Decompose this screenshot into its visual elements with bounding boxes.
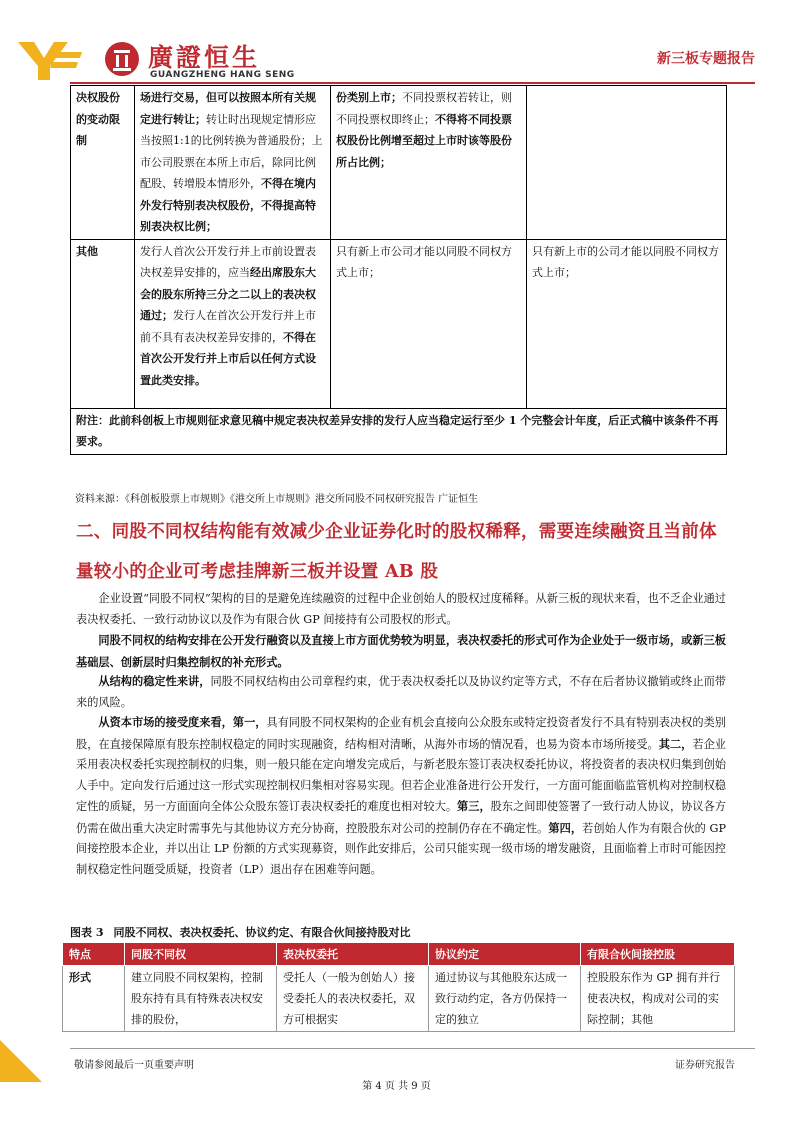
figure-label: 图表 3 xyxy=(70,926,104,939)
header-divider xyxy=(70,82,755,84)
footer-divider xyxy=(70,1048,755,1049)
brand-name-en: GUANGZHENG HANG SENG xyxy=(150,70,295,80)
report-type: 新三板专题报告 xyxy=(657,51,755,67)
table-cell: 建立同股不同权架构，控制股东持有具有特殊表决权安排的股份， xyxy=(125,966,277,1032)
table-row xyxy=(71,86,727,240)
column-header: 表决权委托 xyxy=(277,943,429,966)
table-cell: 发行人首次公开发行并上市前设置表决权差异安排的，应当经出席股东大会的股东所持三分之二以上的表决权通过；发行人在首次公开发行并上市前不具有表决权差异安排的，不得在首次公开发行并上市后以任何方式设置此类安排。 xyxy=(135,239,331,408)
table-cell: 受托人（一般为创始人）接受委托人的表决权委托，双方可根据实 xyxy=(277,966,429,1032)
table-cell: 通过协议与其他股东达成一致行动约定，各方仍保持一定的独立 xyxy=(429,966,581,1032)
table-note: 附注：此前科创板上市规则征求意见稿中规定表决权差异安排的发行人应当稳定运行至少 1 个完整会计年度，后正式稿中该条件不再要求。 xyxy=(71,408,727,454)
column-header: 协议约定 xyxy=(429,943,581,966)
footer-report-label: 证券研究报告 xyxy=(675,1060,735,1071)
footer-corner-triangle-icon xyxy=(0,1040,42,1082)
hang-seng-badge-icon xyxy=(104,40,140,78)
data-source: 资料来源：《科创板股票上市规则》《港交所上市规则》港交所同股不同权研究报告 广证恒生 xyxy=(75,494,479,505)
row-label: 形式 xyxy=(63,966,125,1032)
table-cell: 控股股东作为 GP 拥有并行使表决权，构成对公司的实际控制；其他 xyxy=(581,966,735,1032)
guangzheng-y-logo-icon xyxy=(18,38,82,82)
table-cell: 只有新上市的公司才能以同股不同权方式上市； xyxy=(527,239,727,408)
paragraph: 同股不同权的结构安排在公开发行融资以及直接上市方面优势较为明显，表决权委托的形式可作为企业处于一级市场，或新三板基础层、创新层时归集控制权的补充形式。 xyxy=(76,633,726,669)
table-cell: 只有新上市公司才能以同股不同权方式上市； xyxy=(331,239,527,408)
column-header: 特点 xyxy=(63,943,125,966)
row-label: 其他 xyxy=(71,239,135,408)
paragraph: 企业设置“同股不同权”架构的目的是避免连续融资的过程中企业创始人的股权过度稀释。从新三板的现状来看，也不乏企业通过表决权委托、一致行动协议以及作为有限合伙 GP 间接持有公司股权的形式。 xyxy=(76,592,726,626)
disclaimer-notice: 敬请参阅最后一页重要声明 xyxy=(74,1060,194,1071)
table-cell: 份类别上市；不同投票权若转让，则不同投票权即终止；不得将不同投票权股份比例增至超过上市时该等股份所占比例； xyxy=(331,86,527,240)
table-note-row xyxy=(71,408,727,454)
control-methods-comparison-table xyxy=(62,942,735,1032)
brand-name-cn: 廣證恒生 xyxy=(148,43,261,72)
listing-rules-comparison-table xyxy=(70,85,727,455)
table-row xyxy=(63,966,735,1032)
paragraph: 从资本市场的接受度来看，第一，具有同股不同权架构的企业有机会直接向公众股东或特定投资者发行不具有特别表决权的类别股，在直接保障原有股东控制权稳定的同时实现融资，结构相对清晰，从海外市场的情况看，也易为资本市场所接受。其二，若企业采用表决权委托实现控制权的归集，则一般只能在定向增发完成后，与新老股东签订表决权委托协议，将投资者的表决权归集到创始人手中。定向发行后通过这一形式实现控制权归集相对容易实现。但若企业准备进行公开发行，一方面可能面临监管机构对控制权稳定性的质疑，另一方面面向全体公众股东签订表决权委托的难度也相对较大。第三，股东之间即使签署了一致行动人协议，协议各方仍需在做出重大决定时需事先与其他协议方充分协商，控股股东对公司的控制仍存在不确定性。第四，若创始人作为有限合伙的 GP 间接控股本企业，并以出让 LP 份额的方式实现募资，则作此安排后，公司只能实现一级市场的增发融资，且面临着上市时可能因控制权稳定性问题受质疑，投资者（LP）退出存在困难等问题。 xyxy=(76,715,726,876)
paragraph: 从结构的稳定性来讲，同股不同权结构由公司章程约束，优于表决权委托以及协议约定等方式，不存在后者协议撤销或终止而带来的风险。 xyxy=(76,674,726,709)
table-cell xyxy=(527,86,727,240)
row-label: 决权股份的变动限制 xyxy=(71,86,135,240)
section-title: 二、同股不同权结构能有效减少企业证券化时的股权稀释，需要连续融资且当前体量较小的企业可考虑挂牌新三板并设置 AB 股 xyxy=(76,522,717,582)
column-header: 同股不同权 xyxy=(125,943,277,966)
table-cell: 场进行交易，但可以按照本所有关规定进行转让；转让时出现规定情形应当按照1:1的比例转换为普通股份；上市公司股票在本所上市后，除同比例配股、转增股本情形外，不得在境内外发行特别表决权股份，不得提高特别表决权比例； xyxy=(135,86,331,240)
page-number: 第 4 页 共 9 页 xyxy=(362,1081,431,1092)
figure-caption xyxy=(70,924,410,940)
table-row xyxy=(71,239,727,408)
table-header-row xyxy=(63,943,735,966)
column-header: 有限合伙间接控股 xyxy=(581,943,735,966)
figure-title: 同股不同权、表决权委托、协议约定、有限合伙间接持股对比 xyxy=(113,926,411,939)
